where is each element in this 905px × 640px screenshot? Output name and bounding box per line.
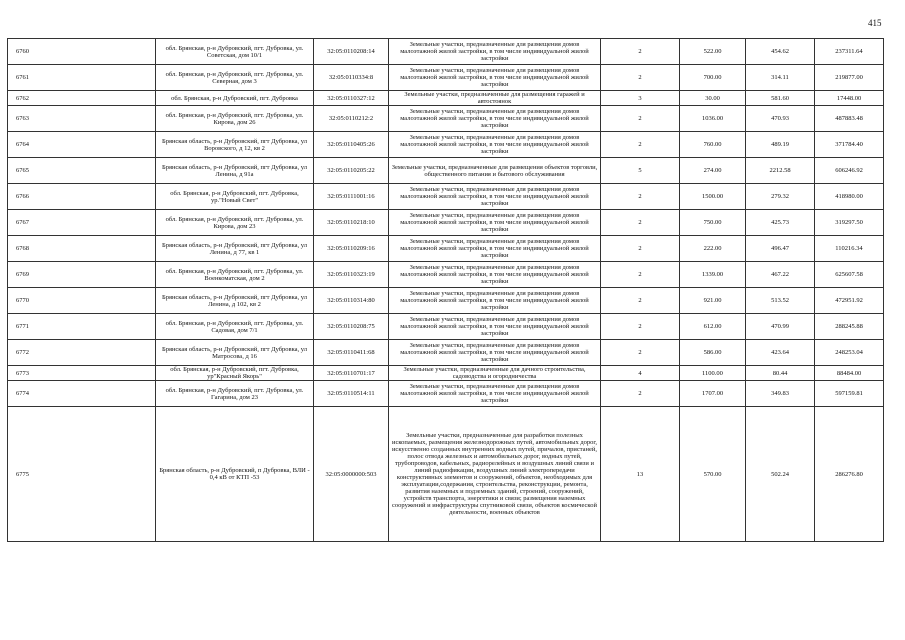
row-specific-value: 425.73 bbox=[746, 210, 815, 236]
row-cadastral-number: 32:05:0110327:12 bbox=[314, 91, 389, 106]
row-specific-value: 513.52 bbox=[746, 288, 815, 314]
row-group: 4 bbox=[601, 366, 680, 381]
row-area: 921.00 bbox=[680, 288, 746, 314]
row-area: 274.00 bbox=[680, 158, 746, 184]
row-area: 570.00 bbox=[680, 407, 746, 542]
table-row bbox=[8, 210, 884, 236]
row-area: 1036.00 bbox=[680, 106, 746, 132]
row-specific-value: 502.24 bbox=[746, 407, 815, 542]
row-cadastral-number: 32:05:0110701:17 bbox=[314, 366, 389, 381]
row-specific-value: 470.99 bbox=[746, 314, 815, 340]
row-specific-value: 423.64 bbox=[746, 340, 815, 366]
row-group: 5 bbox=[601, 158, 680, 184]
row-permitted-use: Земельные участки, предназначенные для размещения домов малоэтажной жилой застройки, в том числе индивидуальной жилой застройки bbox=[389, 381, 601, 407]
row-permitted-use: Земельные участки, предназначенные для дачного строительства, садоводства и огородничества bbox=[389, 366, 601, 381]
row-group: 2 bbox=[601, 288, 680, 314]
row-number: 6770 bbox=[8, 288, 156, 314]
row-cadastral-value: 17448.00 bbox=[815, 91, 884, 106]
row-group: 2 bbox=[601, 106, 680, 132]
page-number: 415 bbox=[868, 18, 882, 28]
row-specific-value: 454.62 bbox=[746, 39, 815, 65]
row-specific-value: 581.60 bbox=[746, 91, 815, 106]
row-address: обл. Брянская, р-н Дубровский, пгт. Дубровка, ул. Гагарина, дом 23 bbox=[156, 381, 314, 407]
row-area: 760.00 bbox=[680, 132, 746, 158]
row-specific-value: 80.44 bbox=[746, 366, 815, 381]
row-address: Брянская область, р-н Дубровский, пгт Дубровка, ул Ленина, д 77, кв 1 bbox=[156, 236, 314, 262]
table-row bbox=[8, 366, 884, 381]
table-row bbox=[8, 236, 884, 262]
row-address: обл. Брянская, р-н Дубровский, пгт. Дубровка, ул. Северная, дом 3 bbox=[156, 65, 314, 91]
row-cadastral-number: 32:05:0110208:14 bbox=[314, 39, 389, 65]
row-cadastral-number: 32:05:0110334:8 bbox=[314, 65, 389, 91]
row-area: 1707.00 bbox=[680, 381, 746, 407]
row-number: 6767 bbox=[8, 210, 156, 236]
table-row bbox=[8, 106, 884, 132]
row-area: 586.00 bbox=[680, 340, 746, 366]
row-cadastral-number: 32:05:0110314:80 bbox=[314, 288, 389, 314]
row-number: 6775 bbox=[8, 407, 156, 542]
row-number: 6762 bbox=[8, 91, 156, 106]
row-permitted-use: Земельные участки, предназначенные для размещения домов малоэтажной жилой застройки, в том числе индивидуальной жилой застройки bbox=[389, 236, 601, 262]
row-permitted-use: Земельные участки, предназначенные для размещения домов малоэтажной жилой застройки, в том числе индивидуальной жилой застройки bbox=[389, 288, 601, 314]
row-address: обл. Брянская, р-н Дубровский, пгт. Дубровка, ур"Красный Якорь" bbox=[156, 366, 314, 381]
row-specific-value: 314.11 bbox=[746, 65, 815, 91]
row-address: Брянская область, р-н Дубровский, п Дубровка, ВЛИ - 0,4 кВ от КТП -53 bbox=[156, 407, 314, 542]
row-cadastral-value: 487883.48 bbox=[815, 106, 884, 132]
row-cadastral-value: 237311.64 bbox=[815, 39, 884, 65]
table-row bbox=[8, 132, 884, 158]
row-cadastral-number: 32:05:0111001:16 bbox=[314, 184, 389, 210]
row-number: 6761 bbox=[8, 65, 156, 91]
row-permitted-use: Земельные участки, предназначенные для размещения домов малоэтажной жилой застройки, в том числе индивидуальной жилой застройки bbox=[389, 314, 601, 340]
row-number: 6764 bbox=[8, 132, 156, 158]
row-cadastral-value: 371784.40 bbox=[815, 132, 884, 158]
row-cadastral-value: 472951.92 bbox=[815, 288, 884, 314]
row-group: 13 bbox=[601, 407, 680, 542]
row-specific-value: 489.19 bbox=[746, 132, 815, 158]
row-permitted-use: Земельные участки, предназначенные для размещения домов малоэтажной жилой застройки, в том числе индивидуальной жилой застройки bbox=[389, 132, 601, 158]
row-number: 6771 bbox=[8, 314, 156, 340]
row-group: 2 bbox=[601, 236, 680, 262]
row-address: обл. Брянская, р-н Дубровский, пгт. Дубровка, ул. Кирова, дом 26 bbox=[156, 106, 314, 132]
row-permitted-use: Земельные участки, предназначенные для размещения домов малоэтажной жилой застройки, в том числе индивидуальной жилой застройки bbox=[389, 184, 601, 210]
row-cadastral-number: 32:05:0110323:19 bbox=[314, 262, 389, 288]
row-permitted-use: Земельные участки, предназначенные для размещения домов малоэтажной жилой застройки, в том числе индивидуальной жилой застройки bbox=[389, 340, 601, 366]
row-group: 2 bbox=[601, 210, 680, 236]
table-row bbox=[8, 288, 884, 314]
row-area: 30.00 bbox=[680, 91, 746, 106]
row-address: обл. Брянская, р-н Дубровский, пгт. Дубровка bbox=[156, 91, 314, 106]
table-row bbox=[8, 65, 884, 91]
row-cadastral-number: 32:05:0110208:75 bbox=[314, 314, 389, 340]
row-number: 6769 bbox=[8, 262, 156, 288]
row-cadastral-value: 88484.00 bbox=[815, 366, 884, 381]
row-cadastral-value: 625607.58 bbox=[815, 262, 884, 288]
row-specific-value: 470.93 bbox=[746, 106, 815, 132]
row-cadastral-value: 110216.34 bbox=[815, 236, 884, 262]
row-address: Брянская область, р-н Дубровский, пгт Дубровка, ул Матросова, д 16 bbox=[156, 340, 314, 366]
row-cadastral-value: 418980.00 bbox=[815, 184, 884, 210]
row-number: 6773 bbox=[8, 366, 156, 381]
row-group: 2 bbox=[601, 39, 680, 65]
row-group: 2 bbox=[601, 381, 680, 407]
row-address: Брянская область, р-н Дубровский, пгт Дубровка, ул Ленина, д 102, кв 2 bbox=[156, 288, 314, 314]
row-address: обл. Брянская, р-н Дубровский, пгт. Дубровка, ул. Садовая, дом 7/1 bbox=[156, 314, 314, 340]
row-specific-value: 279.32 bbox=[746, 184, 815, 210]
table-row bbox=[8, 340, 884, 366]
row-group: 3 bbox=[601, 91, 680, 106]
row-group: 2 bbox=[601, 262, 680, 288]
row-area: 222.00 bbox=[680, 236, 746, 262]
row-cadastral-value: 606246.92 bbox=[815, 158, 884, 184]
row-group: 2 bbox=[601, 65, 680, 91]
row-address: обл. Брянская, р-н Дубровский, пгт. Дубровка, ул. Кирова, дом 23 bbox=[156, 210, 314, 236]
row-area: 700.00 bbox=[680, 65, 746, 91]
row-specific-value: 349.83 bbox=[746, 381, 815, 407]
row-cadastral-number: 32:05:0110405:26 bbox=[314, 132, 389, 158]
row-area: 612.00 bbox=[680, 314, 746, 340]
row-cadastral-value: 597159.81 bbox=[815, 381, 884, 407]
row-number: 6774 bbox=[8, 381, 156, 407]
row-address: Брянская область, р-н Дубровский, пгт Дубровка, ул Ленина, д 91а bbox=[156, 158, 314, 184]
row-cadastral-value: 288245.88 bbox=[815, 314, 884, 340]
row-specific-value: 2212.58 bbox=[746, 158, 815, 184]
row-group: 2 bbox=[601, 132, 680, 158]
row-group: 2 bbox=[601, 314, 680, 340]
row-permitted-use: Земельные участки, предназначенные для размещения объектов торговли, общественного питания и бытового обслуживания bbox=[389, 158, 601, 184]
row-cadastral-value: 319297.50 bbox=[815, 210, 884, 236]
row-permitted-use: Земельные участки, предназначенные для размещения домов малоэтажной жилой застройки, в том числе индивидуальной жилой застройки bbox=[389, 106, 601, 132]
row-specific-value: 467.22 bbox=[746, 262, 815, 288]
row-number: 6760 bbox=[8, 39, 156, 65]
row-cadastral-number: 32:05:0110212:2 bbox=[314, 106, 389, 132]
row-cadastral-number: 32:05:0110209:16 bbox=[314, 236, 389, 262]
row-cadastral-number: 32:05:0110218:10 bbox=[314, 210, 389, 236]
row-number: 6765 bbox=[8, 158, 156, 184]
row-specific-value: 496.47 bbox=[746, 236, 815, 262]
table-row bbox=[8, 91, 884, 106]
row-address: обл. Брянская, р-н Дубровский, пгт. Дубровка, ул. Советская, дом 10/1 bbox=[156, 39, 314, 65]
table-row bbox=[8, 184, 884, 210]
row-permitted-use: Земельные участки, предназначенные для разработки полезных ископаемых, размещения железнодорожных путей, автомобильных дорог, искусственно созданных внутренних водных путей, причалов, пристаней, полос отвода железных и автомобильных дорог, водных путей, трубопроводов, кабельных, радиорелейных и воздушных линий связи и линий радиофикации, воздушных линий электропередачи конструктивных элементов и сооружений, объектов, необходимых для эксплуатации,содержания, строительства, реконструкции, ремонта, развития наземных и подземных зданий, строений, сооружений, устройств транспорта, энергетики и связи; размещения наземных сооружений и инфраструктуры спутниковой связи, объектов космической деятельности, военных объектов bbox=[389, 407, 601, 542]
row-address: обл. Брянская, р-н Дубровский, пгт. Дубровка, ул. Военкоматская, дом 2 bbox=[156, 262, 314, 288]
row-area: 1339.00 bbox=[680, 262, 746, 288]
row-group: 2 bbox=[601, 340, 680, 366]
row-cadastral-value: 286276.80 bbox=[815, 407, 884, 542]
row-cadastral-number: 32:05:0000000:503 bbox=[314, 407, 389, 542]
table-row bbox=[8, 407, 884, 542]
table-row bbox=[8, 314, 884, 340]
row-number: 6768 bbox=[8, 236, 156, 262]
row-address: обл. Брянская, р-н Дубровский, пгт. Дубровка, ур."Новый Свет" bbox=[156, 184, 314, 210]
row-permitted-use: Земельные участки, предназначенные для размещения гаражей и автостоянок bbox=[389, 91, 601, 106]
row-number: 6766 bbox=[8, 184, 156, 210]
row-cadastral-number: 32:05:0110411:68 bbox=[314, 340, 389, 366]
row-permitted-use: Земельные участки, предназначенные для размещения домов малоэтажной жилой застройки, в том числе индивидуальной жилой застройки bbox=[389, 39, 601, 65]
row-cadastral-value: 219877.00 bbox=[815, 65, 884, 91]
row-number: 6772 bbox=[8, 340, 156, 366]
row-area: 522.00 bbox=[680, 39, 746, 65]
row-area: 1100.00 bbox=[680, 366, 746, 381]
row-area: 1500.00 bbox=[680, 184, 746, 210]
row-group: 2 bbox=[601, 184, 680, 210]
table-row bbox=[8, 39, 884, 65]
table-row bbox=[8, 158, 884, 184]
row-permitted-use: Земельные участки, предназначенные для размещения домов малоэтажной жилой застройки, в том числе индивидуальной жилой застройки bbox=[389, 262, 601, 288]
row-cadastral-number: 32:05:0110514:11 bbox=[314, 381, 389, 407]
row-permitted-use: Земельные участки, предназначенные для размещения домов малоэтажной жилой застройки, в том числе индивидуальной жилой застройки bbox=[389, 210, 601, 236]
table-row bbox=[8, 262, 884, 288]
cadastral-value-table bbox=[7, 38, 884, 542]
row-permitted-use: Земельные участки, предназначенные для размещения домов малоэтажной жилой застройки, в том числе индивидуальной жилой застройки bbox=[389, 65, 601, 91]
row-area: 750.00 bbox=[680, 210, 746, 236]
row-number: 6763 bbox=[8, 106, 156, 132]
row-cadastral-number: 32:05:0110205:22 bbox=[314, 158, 389, 184]
table-row bbox=[8, 381, 884, 407]
row-cadastral-value: 248253.04 bbox=[815, 340, 884, 366]
row-address: Брянская область, р-н Дубровский, пгт Дубровка, ул Воровского, д 12, кв 2 bbox=[156, 132, 314, 158]
